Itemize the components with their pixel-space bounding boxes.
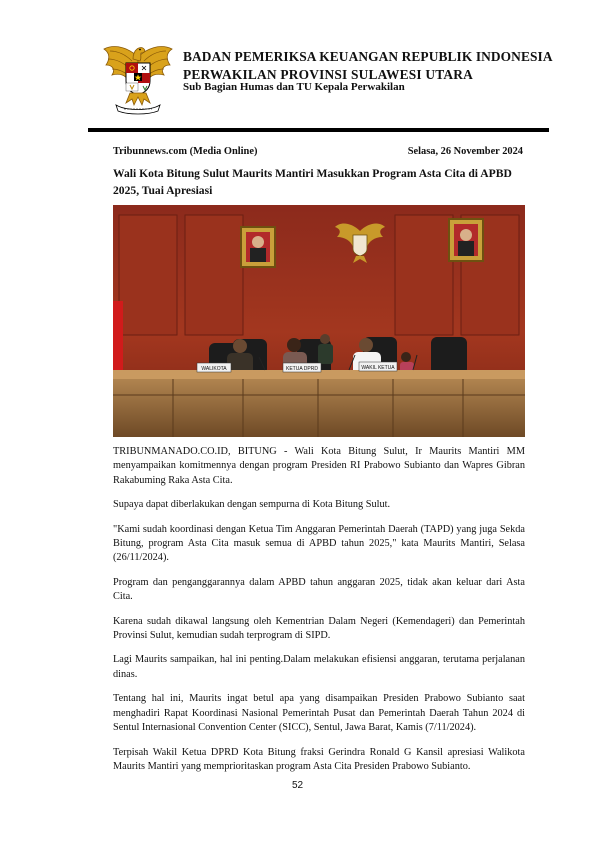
nameplate-walikota: WALIKOTA bbox=[201, 366, 227, 372]
org-subunit-line: Sub Bagian Humas dan TU Kepala Perwakilan bbox=[183, 81, 405, 93]
article-paragraph: Tentang hal ini, Maurits ingat betul apa yang disampaikan Presiden Prabowo Subianto saat menghadiri Rapat Koordinasi Nasional Pemerintah Pusat dan Pemerintah Daerah Tahun 2024 di Sentul Internasional Convention Center (SICC), Sentul, Jawa Barat, Kamis (7/11/2024). bbox=[113, 693, 525, 734]
page-number: 52 bbox=[291, 780, 304, 791]
article-paragraph: Lagi Maurits sampaikan, hal ini penting.Dalam melakukan efisiensi anggaran, terutama perjalanan dinas. bbox=[113, 654, 525, 680]
article-paragraph: TRIBUNMANADO.CO.ID, BITUNG - Wali Kota Bitung Sulut, Ir Maurits Mantiri MM menyampaikan komitmennya dengan program Presiden RI Prabowo Subianto dan Wapres Gibran Rakabuming Raka Asta Cita. bbox=[113, 446, 525, 486]
nameplate-wakil-ketua: WAKIL KETUA bbox=[361, 365, 395, 371]
header-divider bbox=[88, 128, 549, 132]
article-paragraph: Karena sudah dikawal langsung oleh Kementrian Dalam Negeri (Kemendageri) dan Pemerintah Provinsi Sulut, kemudian sudah terprogram di SIPD. bbox=[113, 615, 525, 642]
portrait-left bbox=[241, 227, 275, 267]
portrait-right bbox=[449, 219, 483, 261]
article-paragraph: "Kami sudah koordinasi dengan Ketua Tim Anggaran Pemerintah Daerah (TAPD) yang juga Sekda Bitung, program Asta Cita masuk semua di APBD tahun 2025," kata Maurits Mantiri, Selasa (26/11/2024). bbox=[113, 523, 525, 564]
org-name-line1: BADAN PEMERIKSA KEUANGAN REPUBLIK INDONESIA bbox=[183, 49, 553, 64]
garuda-emblem-icon bbox=[100, 37, 176, 115]
article-source: Tribunnews.com (Media Online) bbox=[113, 146, 258, 157]
article-title: Wali Kota Bitung Sulut Maurits Mantiri Masukkan Program Asta Cita di APBD 2025, Tuai Apresiasi bbox=[113, 167, 512, 197]
article-photo bbox=[113, 205, 525, 437]
article-paragraph: Supaya dapat diberlakukan dengan sempurna di Kota Bitung Sulut. bbox=[113, 499, 391, 511]
org-name-line2: PERWAKILAN PROVINSI SULAWESI UTARA bbox=[183, 67, 473, 82]
article-paragraph: Terpisah Wakil Ketua DPRD Kota Bitung fraksi Gerindra Ronald G Kansil apresiasi Walikota Maurits Mantiri yang memprioritaskan program Asta Cita Presiden Prabowo Subianto. bbox=[113, 746, 525, 772]
article-body bbox=[113, 445, 525, 784]
article-paragraph: Program dan penganggarannya dalam APBD tahun anggaran 2025, tidak akan keluar dari Asta Cita. bbox=[113, 576, 525, 603]
nameplate-ketua-dprd: KETUA DPRD bbox=[286, 366, 318, 372]
article-date: Selasa, 26 November 2024 bbox=[407, 146, 523, 157]
